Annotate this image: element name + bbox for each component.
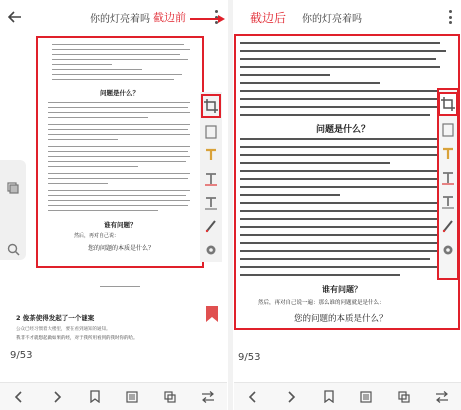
crop-icon <box>204 99 218 113</box>
search-icon <box>7 243 20 256</box>
bottom-toolbar <box>0 382 227 410</box>
text-outline-button[interactable] <box>202 170 220 188</box>
panel-before <box>0 0 227 410</box>
book-title: 你的灯亮着吗 <box>90 13 150 25</box>
layers-icon <box>398 391 410 403</box>
page-footer-line <box>100 286 140 287</box>
question-line: 然后，再对自己说： <box>74 233 120 239</box>
annotation-label: 截边后 <box>250 10 287 25</box>
text-color-button[interactable] <box>202 194 220 212</box>
tool-strip <box>200 92 222 262</box>
crop-button[interactable] <box>438 92 458 116</box>
list-icon <box>360 391 372 403</box>
swap-button[interactable] <box>430 385 454 409</box>
page-indicator: 9/53 <box>238 352 261 363</box>
layers-icon <box>6 181 20 195</box>
document-page <box>36 36 204 268</box>
page-indicator: 9/53 <box>10 350 33 361</box>
next-section-line: 我非不才就想起做如果的经，对于我所用看到的我时你的哈。 <box>16 336 138 341</box>
layers-button[interactable] <box>392 385 416 409</box>
pen-icon <box>441 219 455 233</box>
bookmark-ribbon-icon[interactable] <box>206 306 218 322</box>
text-style-button[interactable] <box>202 146 220 164</box>
crop-button[interactable] <box>201 94 221 118</box>
question-heading: 谁有问题？ <box>104 221 137 229</box>
text-color-icon <box>204 196 218 210</box>
text-style-button[interactable] <box>439 145 457 163</box>
layers-button[interactable] <box>4 180 22 196</box>
text-color-icon <box>441 195 455 209</box>
more-vertical-icon[interactable] <box>449 10 453 24</box>
section-heading: 问题是什么？ <box>316 125 371 135</box>
question-heading: 谁有问题？ <box>322 285 362 294</box>
section-heading: 问题是什么？ <box>100 89 139 97</box>
page-icon <box>205 125 217 139</box>
text-outline-button[interactable] <box>439 169 457 187</box>
book-title: 你的灯亮着吗 <box>302 13 363 25</box>
next-page-button[interactable] <box>279 385 303 409</box>
panel-after <box>234 0 461 410</box>
list-icon <box>126 391 138 403</box>
chevron-left-icon <box>248 391 258 403</box>
closing-line: 您的问题的本质是什么？ <box>294 314 388 324</box>
gear-icon <box>441 243 455 257</box>
bookmark-add-icon <box>89 390 101 403</box>
text-style-icon <box>441 147 455 161</box>
top-bar <box>234 0 461 34</box>
gear-icon <box>204 243 218 257</box>
crop-icon <box>441 97 455 111</box>
text-style-icon <box>204 148 218 162</box>
search-button[interactable] <box>4 241 22 257</box>
add-bookmark-button[interactable] <box>317 385 341 409</box>
next-section-heading: 2 俊茶使得发起了一个谜案 <box>16 314 95 322</box>
chevron-right-icon <box>52 391 62 403</box>
arrow-right-icon <box>190 14 226 24</box>
document-page <box>234 34 460 330</box>
add-bookmark-button[interactable] <box>83 385 107 409</box>
tool-strip <box>437 88 459 280</box>
pen-button[interactable] <box>202 218 220 236</box>
swap-button[interactable] <box>196 385 220 409</box>
text-outline-icon <box>204 172 218 186</box>
next-section-line: 公众已经习惯着大楼里，要在看到通知的通知。 <box>16 327 111 332</box>
page-icon <box>442 123 454 137</box>
page-button[interactable] <box>202 123 220 141</box>
contents-button[interactable] <box>120 385 144 409</box>
back-arrow-icon <box>8 11 22 23</box>
text-outline-icon <box>441 171 455 185</box>
question-line: 然后，再对自己说一遍：那么谁的问题就是是什么： <box>258 300 385 306</box>
page-button[interactable] <box>439 121 457 139</box>
chevron-right-icon <box>286 391 296 403</box>
next-page-button[interactable] <box>45 385 69 409</box>
annotation-label: 截边前 <box>153 11 186 24</box>
chevron-left-icon <box>14 391 24 403</box>
text-color-button[interactable] <box>439 193 457 211</box>
left-side-toolbar <box>0 160 26 260</box>
pen-icon <box>204 219 218 233</box>
settings-button[interactable] <box>439 241 457 259</box>
settings-button[interactable] <box>202 241 220 259</box>
pen-button[interactable] <box>439 217 457 235</box>
swap-icon <box>435 391 449 403</box>
panel-divider <box>228 0 233 410</box>
layers-button[interactable] <box>158 385 182 409</box>
closing-line: 您的问题的本质是什么？ <box>88 245 155 252</box>
bottom-toolbar <box>234 382 461 410</box>
swap-icon <box>201 391 215 403</box>
contents-button[interactable] <box>354 385 378 409</box>
back-button[interactable] <box>0 0 30 34</box>
prev-page-button[interactable] <box>7 385 31 409</box>
bookmark-add-icon <box>323 390 335 403</box>
prev-page-button[interactable] <box>241 385 265 409</box>
layers-icon <box>164 391 176 403</box>
